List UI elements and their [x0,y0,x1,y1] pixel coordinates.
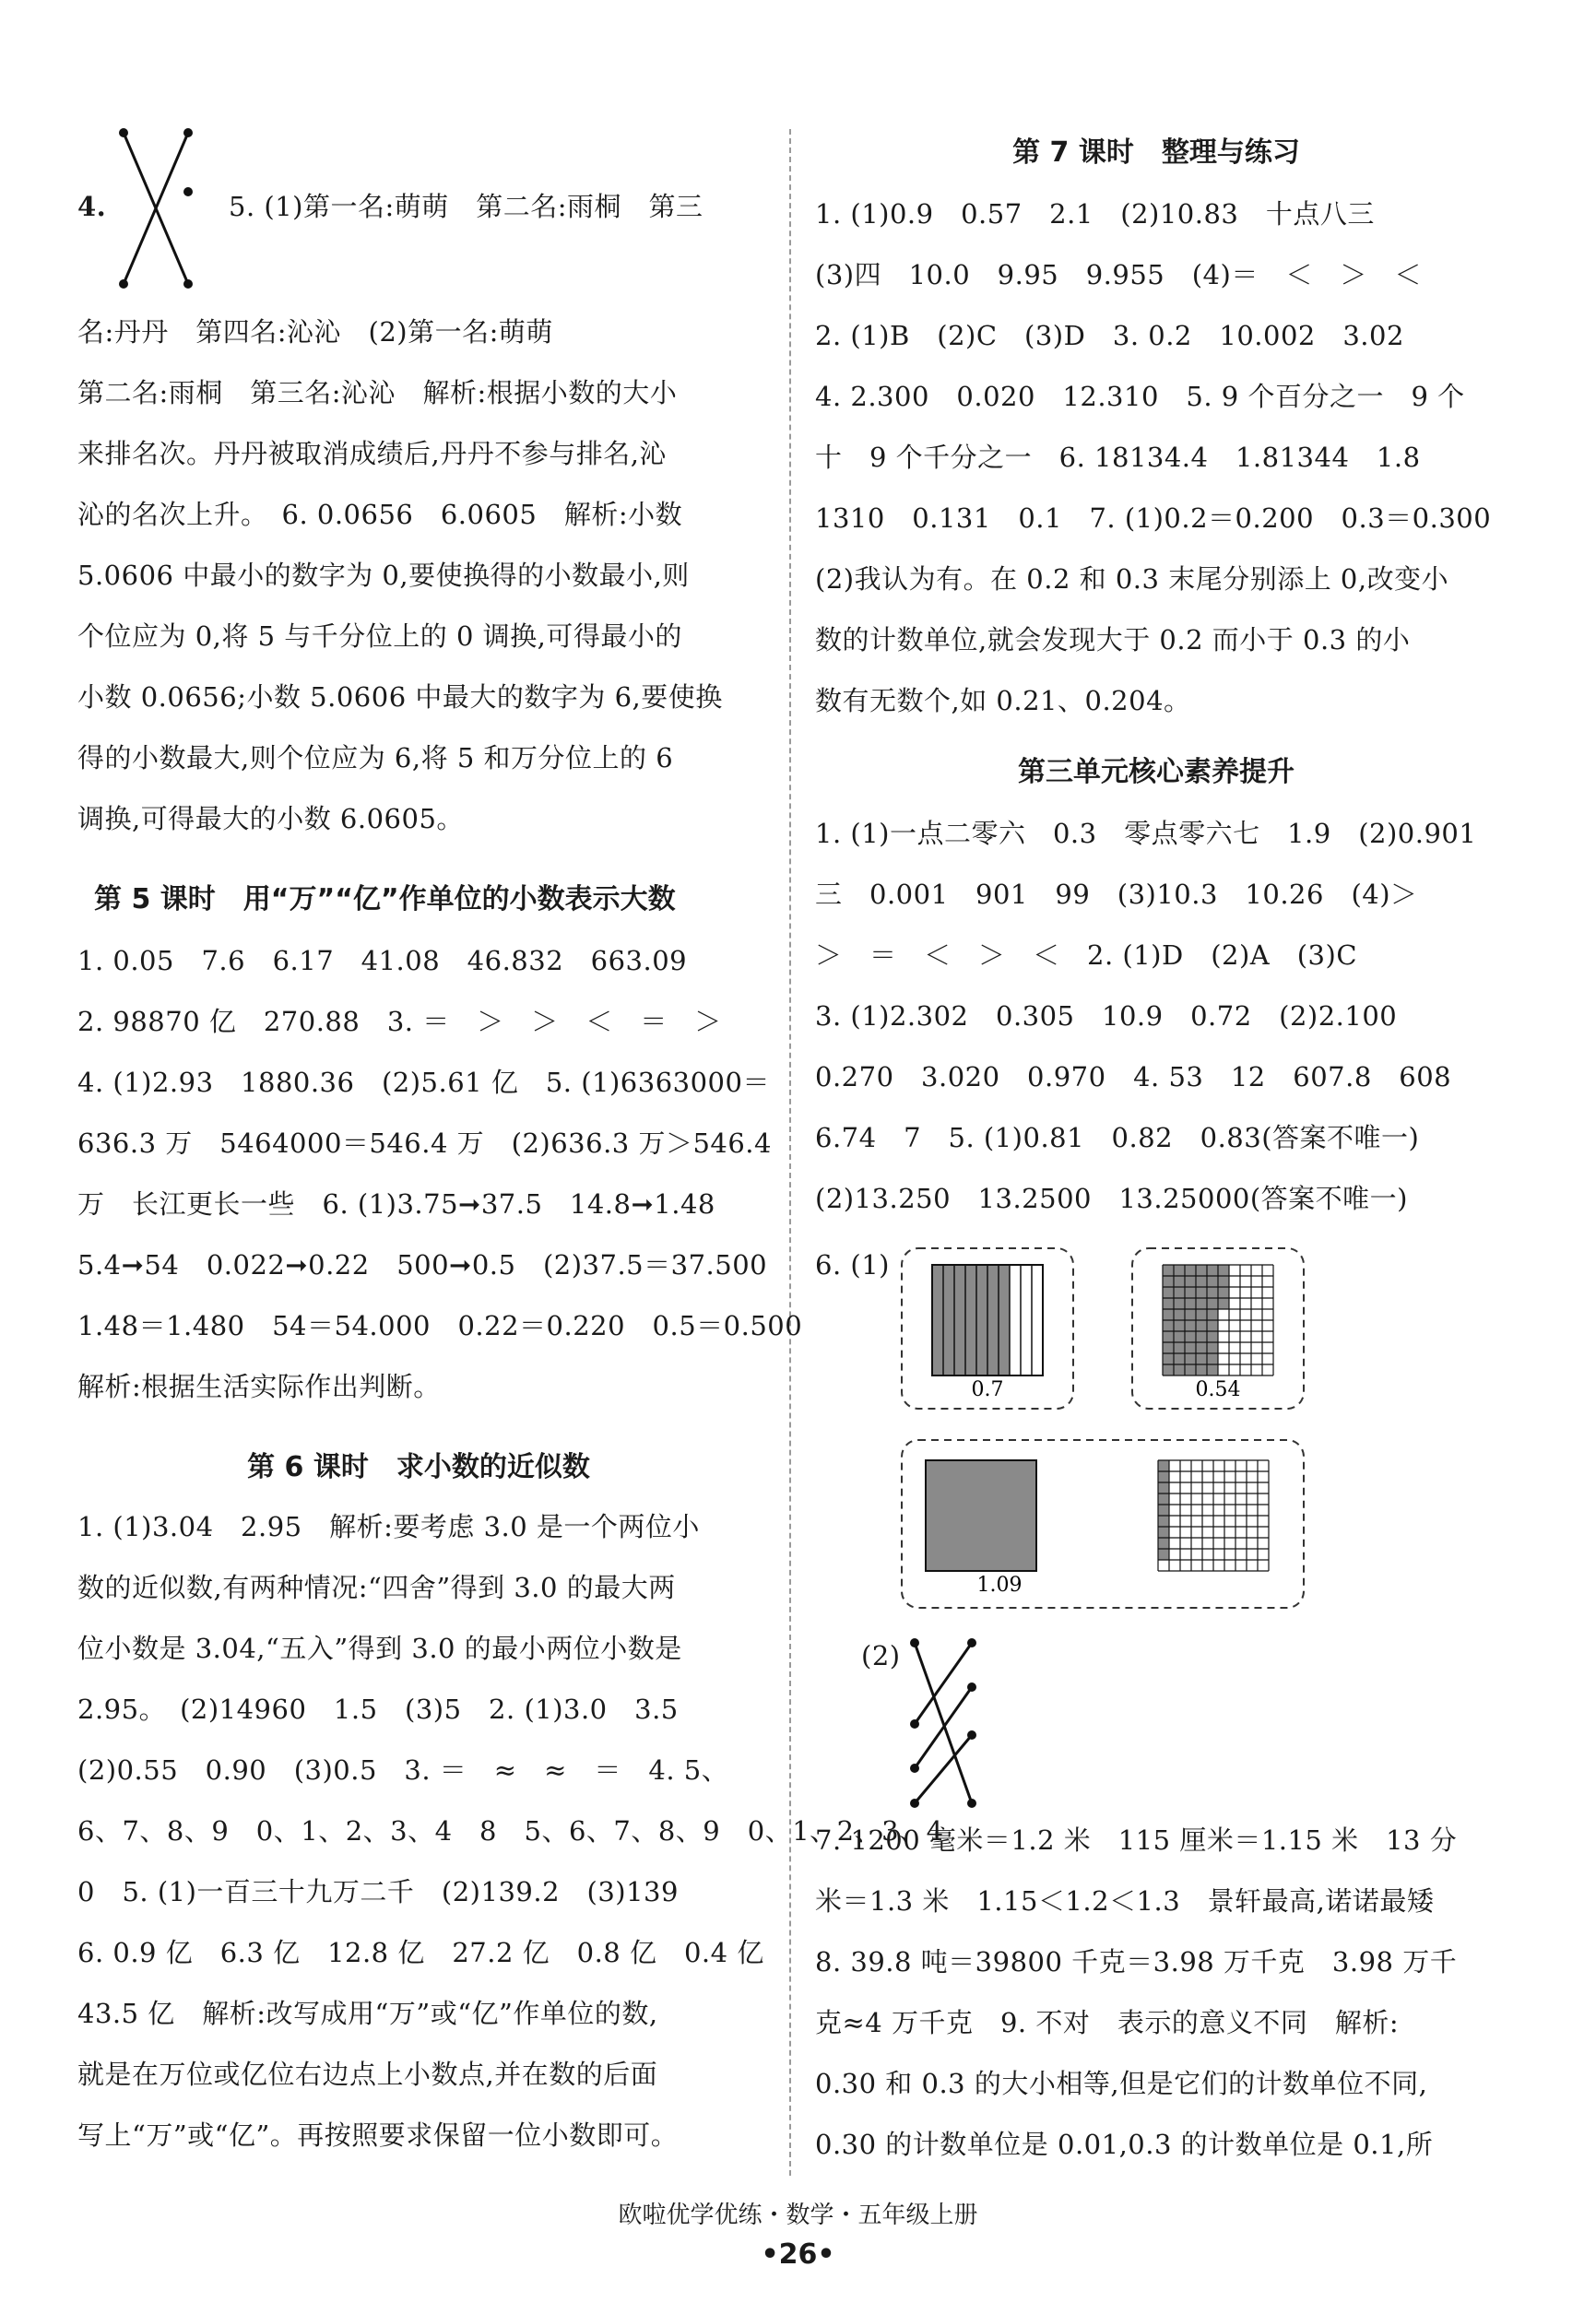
answer-line: 0.270 3.020 0.970 4. 53 12 607.8 608 [815,1061,1452,1092]
answer-line: 来排名次。丹丹被取消成绩后,丹丹不参与排名,沁 [77,438,667,469]
shaded-cell [1185,1320,1196,1331]
shaded-cell [1163,1276,1174,1287]
shaded-cell [1207,1265,1218,1276]
match-dot [119,279,128,289]
answer-line: 6.74 7 5. (1)0.81 0.82 0.83(答案不唯一) [815,1122,1420,1153]
answer-line: 数的计数单位,就会发现大于 0.2 而小于 0.3 的小 [815,624,1411,655]
full-shaded-square [926,1460,1036,1571]
decimal-grid-figure-1-09 [900,1438,1306,1610]
section-heading-lesson-6: 第 6 课时 求小数的近似数 [247,1451,590,1483]
answer-line: 数的近似数,有两种情况:“四舍”得到 3.0 的最大两 [77,1572,676,1603]
shaded-cell [1158,1516,1169,1527]
shaded-cell [1196,1320,1207,1331]
answer-line: 数有无数个,如 0.21、0.204。 [815,685,1191,716]
shaded-cell [1207,1320,1218,1331]
answer-line: 解析:根据生活实际作出判断。 [77,1371,441,1402]
answer-line: 写上“万”或“亿”。再按照要求保留一位小数即可。 [77,2119,679,2151]
shaded-cell [1158,1482,1169,1493]
grid-label: 1.09 [976,1574,1023,1597]
shaded-cell [1163,1342,1174,1353]
answer-line: 636.3 万 5464000＝546.4 万 (2)636.3 万＞546.4 [77,1127,772,1159]
answer-line: 1. (1)3.04 2.95 解析:要考虑 3.0 是一个两位小 [77,1511,700,1542]
shaded-cell [1163,1353,1174,1364]
shaded-cell [1158,1493,1169,1505]
answer-line: 克≈4 万千克 9. 不对 表示的意义不同 解析: [815,2007,1400,2038]
decimal-grid-figure-0-7 [900,1246,1075,1411]
column-divider [789,129,791,2176]
answer-line: 沁的名次上升。 6. 0.0656 6.0605 解析:小数 [77,499,683,530]
answer-line: 0.30 的计数单位是 0.01,0.3 的计数单位是 0.1,所 [815,2129,1434,2160]
answer-line: 5.0606 中最小的数字为 0,要使换得的小数最小,则 [77,560,690,591]
shaded-cell [1218,1287,1229,1298]
answer-line: 三 0.001 901 99 (3)10.3 10.26 (4)＞ [815,879,1418,910]
answer-line: 调换,可得最大的小数 6.0605。 [77,803,464,834]
section-heading-lesson-5: 第 5 课时 用“万”“亿”作单位的小数表示大数 [94,883,676,915]
answer-line: 5. (1)第一名:萌萌 第二名:雨桐 第三 [229,191,703,222]
shaded-cell [1207,1309,1218,1320]
footer-series: 欧啦优学优练・数学・五年级上册 [618,2202,978,2229]
answer-line: 0.30 和 0.3 的大小相等,但是它们的计数单位不同, [815,2068,1428,2099]
shaded-cell [1174,1309,1185,1320]
match-line [915,1687,972,1768]
answer-line: 5.4➞54 0.022➞0.22 500➞0.5 (2)37.5＝37.500 [77,1249,768,1281]
shaded-cell [1185,1265,1196,1276]
answer-line: (2)我认为有。在 0.2 和 0.3 末尾分别添上 0,改变小 [815,563,1449,595]
shaded-cell [1163,1298,1174,1309]
shaded-cell [1185,1298,1196,1309]
shaded-cell [1174,1353,1185,1364]
match-line [915,1643,972,1803]
shaded-cell [1196,1287,1207,1298]
shaded-cell [1207,1276,1218,1287]
page-number: •26• [761,2238,835,2271]
shaded-cell [1163,1287,1174,1298]
answer-line: 就是在万位或亿位右边点上小数点,并在数的后面 [77,2059,658,2090]
grid-label: 0.54 [1195,1378,1241,1401]
answer-line: 8. 39.8 吨＝39800 千克＝3.98 万千克 3.98 万千 [815,1946,1458,1978]
matching-lines-figure-1 [111,125,203,291]
answer-line: 43.5 亿 解析:改写成用“万”或“亿”作单位的数, [77,1998,658,2029]
shaded-cell [1174,1342,1185,1353]
decimal-grid-figure-0-54 [1130,1246,1306,1411]
shaded-cell [1163,1364,1174,1375]
shaded-cell [1158,1538,1169,1549]
shaded-cell [1196,1276,1207,1287]
shaded-cell [1174,1364,1185,1375]
answer-line: 4. 2.300 0.020 12.310 5. 9 个百分之一 9 个 [815,381,1465,412]
answer-line: 名:丹丹 第四名:沁沁 (2)第一名:萌萌 [77,316,553,348]
answer-line: 第二名:雨桐 第三名:沁沁 解析:根据小数的大小 [77,377,678,408]
answer-line: 米＝1.3 米 1.15＜1.2＜1.3 景轩最高,诺诺最矮 [815,1885,1435,1917]
answer-line: 2. 98870 亿 270.88 3. ＝ ＞ ＞ ＜ ＝ ＞ [77,1006,722,1037]
answer-line: 2. (1)B (2)C (3)D 3. 0.2 10.002 3.02 [815,320,1404,351]
answer-line: 1. (1)0.9 0.57 2.1 (2)10.83 十点八三 [815,198,1375,230]
section-heading-lesson-7: 第 7 课时 整理与练习 [1012,136,1300,169]
answer-4-label: 4. [77,191,107,222]
answer-line: 6、7、8、9 0、1、2、3、4 8 5、6、7、8、9 0、1、2、3、4 [77,1815,944,1847]
match-line [915,1643,972,1724]
shaded-cell [1207,1364,1218,1375]
answer-line: (3)四 10.0 9.95 9.955 (4)＝ ＜ ＞ ＜ [815,259,1422,290]
shaded-cell [1163,1265,1174,1276]
shaded-cell [1158,1549,1169,1560]
shaded-cell [1158,1460,1169,1471]
answer-line: 小数 0.0656;小数 5.0606 中最大的数字为 6,要使换 [77,681,723,713]
answer-line: 6. (1) [815,1249,890,1281]
answer-line: 7. 1200 毫米＝1.2 米 115 厘米＝1.15 米 13 分 [815,1824,1458,1856]
shaded-cell [1185,1276,1196,1287]
shaded-cell [1185,1353,1196,1364]
match-dot [183,187,193,196]
shaded-cell [1174,1320,1185,1331]
answer-line: 2.95。 (2)14960 1.5 (3)5 2. (1)3.0 3.5 [77,1694,679,1725]
answer-line: ＞ ＝ ＜ ＞ ＜ 2. (1)D (2)A (3)C [815,939,1358,971]
shaded-cell [1218,1298,1229,1309]
shaded-cell [1185,1309,1196,1320]
match-dot [183,279,193,289]
shaded-cell [1174,1265,1185,1276]
grid-label: 0.7 [971,1378,1004,1401]
section-heading-unit-3: 第三单元核心素养提升 [1018,756,1295,788]
match-dot [183,128,193,137]
shaded-cell [1185,1364,1196,1375]
answer-line: 4. (1)2.93 1880.36 (2)5.61 亿 5. (1)6363000＝ [77,1067,770,1098]
shaded-cell [1218,1276,1229,1287]
shaded-cell [1163,1331,1174,1342]
answer-line: (2)0.55 0.90 (3)0.5 3. ＝ ≈ ≈ ＝ 4. 5、 [77,1754,729,1786]
shaded-cell [1185,1342,1196,1353]
answer-line: 1310 0.131 0.1 7. (1)0.2＝0.200 0.3＝0.300 [815,502,1492,534]
shaded-cell [1218,1265,1229,1276]
shaded-cell [1196,1342,1207,1353]
shaded-cell [1174,1287,1185,1298]
shaded-cell [1196,1265,1207,1276]
answer-line: 0 5. (1)一百三十九万二千 (2)139.2 (3)139 [77,1876,679,1907]
shaded-cell [1158,1471,1169,1482]
shaded-cell [1174,1298,1185,1309]
shaded-cell [1174,1331,1185,1342]
shaded-cell [1196,1364,1207,1375]
matching-lines-figure-2 [902,1632,1003,1816]
shaded-cell [1158,1505,1169,1516]
answer-line: 个位应为 0,将 5 与千分位上的 0 调换,可得最小的 [77,620,682,652]
answer-line: 得的小数最大,则个位应为 6,将 5 和万分位上的 6 [77,742,674,773]
shaded-cell [1196,1309,1207,1320]
shaded-cell [1207,1342,1218,1353]
shaded-cell [1207,1298,1218,1309]
shaded-cell [1207,1353,1218,1364]
shaded-cell [1196,1331,1207,1342]
shaded-cell [1158,1527,1169,1538]
shaded-cell [1163,1320,1174,1331]
match-dot [119,128,128,137]
answer-line: 位小数是 3.04,“五入”得到 3.0 的最小两位小数是 [77,1633,682,1664]
shaded-cell [1174,1276,1185,1287]
shaded-cell [1185,1331,1196,1342]
shaded-cell [1196,1353,1207,1364]
shaded-cell [1196,1298,1207,1309]
answer-line: 1.48＝1.480 54＝54.000 0.22＝0.220 0.5＝0.500 [77,1310,803,1341]
shaded-cell [1163,1309,1174,1320]
answer-line: (2) [861,1640,901,1671]
shaded-cell [1185,1287,1196,1298]
match-line [915,1735,972,1803]
answer-line: 万 长江更长一些 6. (1)3.75➞37.5 14.8➞1.48 [77,1188,715,1220]
answer-line: 1. 0.05 7.6 6.17 41.08 46.832 663.09 [77,945,688,976]
answer-line: 3. (1)2.302 0.305 10.9 0.72 (2)2.100 [815,1000,1398,1032]
shaded-cell [1207,1287,1218,1298]
answer-line: 1. (1)一点二零六 0.3 零点零六七 1.9 (2)0.901 [815,818,1477,849]
answer-line: (2)13.250 13.2500 13.25000(答案不唯一) [815,1183,1408,1214]
shaded-cell [1207,1331,1218,1342]
answer-line: 6. 0.9 亿 6.3 亿 12.8 亿 27.2 亿 0.8 亿 0.4 亿 [77,1937,764,1968]
answer-line: 十 9 个千分之一 6. 18134.4 1.81344 1.8 [815,442,1421,473]
